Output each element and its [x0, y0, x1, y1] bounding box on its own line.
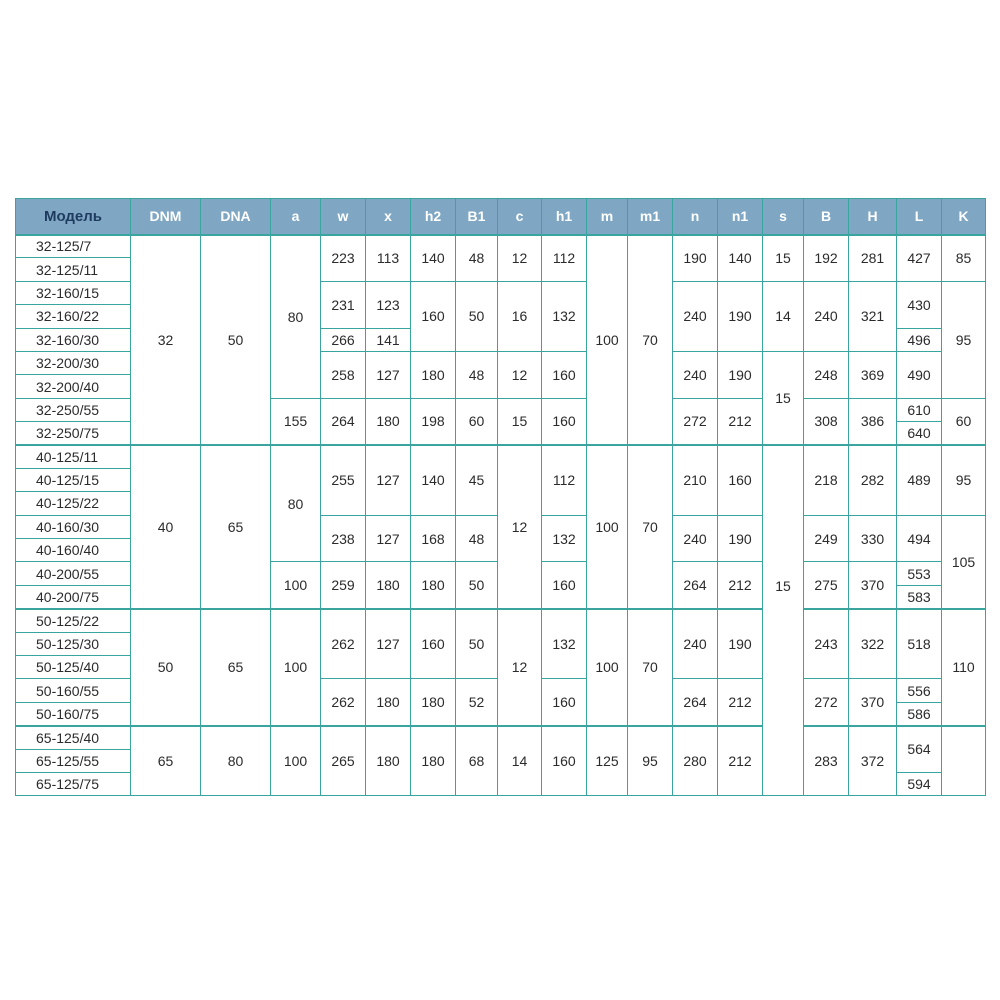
cell-L: 556 — [897, 679, 942, 702]
cell-c: 12 — [498, 235, 542, 282]
cell-L: 564 — [897, 726, 942, 773]
cell-w: 262 — [321, 609, 366, 679]
cell-x: 127 — [366, 515, 411, 562]
cell-n1: 160 — [718, 445, 763, 515]
cell-DNM: 40 — [131, 445, 201, 609]
table-row — [16, 609, 986, 632]
cell-H: 370 — [849, 562, 897, 609]
column-header-x: x — [366, 199, 411, 235]
cell-DNA: 80 — [201, 726, 271, 796]
model-cell: 32-160/30 — [16, 328, 131, 351]
cell-B1: 48 — [456, 351, 498, 398]
cell-n: 240 — [673, 515, 718, 562]
model-cell: 40-125/15 — [16, 468, 131, 491]
cell-H: 281 — [849, 235, 897, 282]
cell-w: 255 — [321, 445, 366, 515]
cell-x: 123 — [366, 281, 411, 328]
column-header-h2: h2 — [411, 199, 456, 235]
cell-B1: 50 — [456, 609, 498, 679]
cell-B1: 50 — [456, 562, 498, 609]
cell-c: 16 — [498, 281, 542, 351]
cell-H: 369 — [849, 351, 897, 398]
model-cell: 32-250/75 — [16, 422, 131, 445]
cell-H: 330 — [849, 515, 897, 562]
cell-B1: 68 — [456, 726, 498, 796]
model-cell: 32-200/40 — [16, 375, 131, 398]
cell-s: 15 — [763, 351, 804, 445]
model-cell: 50-160/75 — [16, 702, 131, 725]
cell-B: 283 — [804, 726, 849, 796]
model-cell: 32-250/55 — [16, 398, 131, 421]
cell-h2: 180 — [411, 351, 456, 398]
cell-a: 80 — [271, 445, 321, 562]
cell-L: 518 — [897, 609, 942, 679]
cell-DNA: 50 — [201, 235, 271, 446]
column-header-DNM: DNM — [131, 199, 201, 235]
cell-w: 262 — [321, 679, 366, 726]
cell-n: 210 — [673, 445, 718, 515]
column-header-a: a — [271, 199, 321, 235]
cell-B1: 48 — [456, 515, 498, 562]
cell-n: 240 — [673, 609, 718, 679]
cell-n: 240 — [673, 281, 718, 351]
cell-h2: 180 — [411, 562, 456, 609]
cell-x: 113 — [366, 235, 411, 282]
cell-h2: 140 — [411, 235, 456, 282]
cell-m: 100 — [587, 235, 628, 446]
column-header-K: K — [942, 199, 986, 235]
cell-n1: 212 — [718, 726, 763, 796]
cell-L: 430 — [897, 281, 942, 328]
cell-n: 240 — [673, 351, 718, 398]
cell-B: 243 — [804, 609, 849, 679]
cell-a: 80 — [271, 235, 321, 399]
cell-n1: 190 — [718, 515, 763, 562]
column-header-h1: h1 — [542, 199, 587, 235]
cell-L: 427 — [897, 235, 942, 282]
cell-s: 15 — [763, 235, 804, 282]
column-header-DNA: DNA — [201, 199, 271, 235]
cell-n1: 212 — [718, 679, 763, 726]
cell-DNA: 65 — [201, 445, 271, 609]
cell-h1: 132 — [542, 609, 587, 679]
cell-h2: 140 — [411, 445, 456, 515]
cell-L: 583 — [897, 585, 942, 608]
cell-H: 282 — [849, 445, 897, 515]
column-header-n1: n1 — [718, 199, 763, 235]
cell-a: 100 — [271, 609, 321, 726]
model-cell: 65-125/75 — [16, 772, 131, 795]
cell-c: 12 — [498, 351, 542, 398]
cell-DNM: 50 — [131, 609, 201, 726]
cell-L: 490 — [897, 351, 942, 398]
model-cell: 40-200/75 — [16, 585, 131, 608]
cell-x: 180 — [366, 562, 411, 609]
cell-B: 249 — [804, 515, 849, 562]
cell-L: 553 — [897, 562, 942, 585]
cell-H: 386 — [849, 398, 897, 445]
model-cell: 50-125/22 — [16, 609, 131, 632]
column-header-m1: m1 — [628, 199, 673, 235]
cell-w: 266 — [321, 328, 366, 351]
model-cell: 50-125/40 — [16, 656, 131, 679]
cell-n1: 140 — [718, 235, 763, 282]
model-cell: 32-160/22 — [16, 305, 131, 328]
cell-h2: 198 — [411, 398, 456, 445]
cell-h1: 112 — [542, 235, 587, 282]
model-cell: 40-200/55 — [16, 562, 131, 585]
cell-L: 489 — [897, 445, 942, 515]
column-header-model: Модель — [16, 199, 131, 235]
cell-n1: 190 — [718, 351, 763, 398]
cell-a: 100 — [271, 562, 321, 609]
cell-w: 264 — [321, 398, 366, 445]
cell-B: 192 — [804, 235, 849, 282]
cell-K — [942, 726, 986, 796]
column-header-L: L — [897, 199, 942, 235]
column-header-c: c — [498, 199, 542, 235]
cell-B: 248 — [804, 351, 849, 398]
cell-L: 640 — [897, 422, 942, 445]
cell-L: 494 — [897, 515, 942, 562]
cell-DNM: 65 — [131, 726, 201, 796]
cell-B: 308 — [804, 398, 849, 445]
cell-K: 105 — [942, 515, 986, 609]
column-header-n: n — [673, 199, 718, 235]
column-header-w: w — [321, 199, 366, 235]
model-cell: 32-125/7 — [16, 235, 131, 258]
cell-h1: 160 — [542, 726, 587, 796]
column-header-H: H — [849, 199, 897, 235]
cell-w: 259 — [321, 562, 366, 609]
table-row — [16, 726, 986, 749]
cell-B1: 52 — [456, 679, 498, 726]
cell-s — [763, 726, 804, 796]
model-cell: 50-125/30 — [16, 632, 131, 655]
cell-h1: 160 — [542, 562, 587, 609]
cell-x: 141 — [366, 328, 411, 351]
cell-B1: 48 — [456, 235, 498, 282]
cell-m: 100 — [587, 609, 628, 726]
column-header-B: B — [804, 199, 849, 235]
cell-c: 14 — [498, 726, 542, 796]
cell-s: 15 — [763, 445, 804, 726]
model-cell: 65-125/40 — [16, 726, 131, 749]
cell-h2: 180 — [411, 726, 456, 796]
cell-B: 272 — [804, 679, 849, 726]
cell-H: 370 — [849, 679, 897, 726]
cell-n: 272 — [673, 398, 718, 445]
cell-m: 100 — [587, 445, 628, 609]
cell-c: 12 — [498, 609, 542, 726]
cell-x: 127 — [366, 351, 411, 398]
model-cell: 40-160/30 — [16, 515, 131, 538]
cell-K: 60 — [942, 398, 986, 445]
cell-B1: 60 — [456, 398, 498, 445]
cell-L: 594 — [897, 772, 942, 795]
cell-w: 258 — [321, 351, 366, 398]
model-cell: 40-160/40 — [16, 539, 131, 562]
cell-h1: 112 — [542, 445, 587, 515]
cell-h2: 168 — [411, 515, 456, 562]
model-cell: 32-160/15 — [16, 281, 131, 304]
cell-n: 264 — [673, 679, 718, 726]
cell-w: 231 — [321, 281, 366, 328]
cell-m1: 95 — [628, 726, 673, 796]
cell-c: 15 — [498, 398, 542, 445]
cell-a: 100 — [271, 726, 321, 796]
cell-L: 496 — [897, 328, 942, 351]
cell-h2: 160 — [411, 609, 456, 679]
cell-m1: 70 — [628, 609, 673, 726]
cell-h2: 180 — [411, 679, 456, 726]
cell-K: 85 — [942, 235, 986, 282]
model-cell: 50-160/55 — [16, 679, 131, 702]
table-row — [16, 445, 986, 468]
model-cell: 40-125/22 — [16, 492, 131, 515]
cell-h1: 160 — [542, 679, 587, 726]
column-header-s: s — [763, 199, 804, 235]
cell-n1: 190 — [718, 281, 763, 351]
table-row — [16, 235, 986, 258]
cell-m1: 70 — [628, 445, 673, 609]
cell-x: 127 — [366, 445, 411, 515]
cell-B1: 50 — [456, 281, 498, 351]
cell-h1: 160 — [542, 398, 587, 445]
cell-n1: 212 — [718, 398, 763, 445]
column-header-m: m — [587, 199, 628, 235]
cell-m: 125 — [587, 726, 628, 796]
model-cell: 32-200/30 — [16, 351, 131, 374]
cell-H: 321 — [849, 281, 897, 351]
cell-a: 155 — [271, 398, 321, 445]
cell-h2: 160 — [411, 281, 456, 351]
cell-s: 14 — [763, 281, 804, 351]
cell-n1: 212 — [718, 562, 763, 609]
cell-H: 322 — [849, 609, 897, 679]
cell-n1: 190 — [718, 609, 763, 679]
cell-m1: 70 — [628, 235, 673, 446]
cell-x: 180 — [366, 679, 411, 726]
cell-L: 586 — [897, 702, 942, 725]
cell-w: 265 — [321, 726, 366, 796]
cell-n: 264 — [673, 562, 718, 609]
cell-n: 190 — [673, 235, 718, 282]
cell-B: 275 — [804, 562, 849, 609]
cell-B: 218 — [804, 445, 849, 515]
cell-h1: 160 — [542, 351, 587, 398]
cell-L: 610 — [897, 398, 942, 421]
dimensions-table — [15, 198, 986, 796]
model-cell: 65-125/55 — [16, 749, 131, 772]
column-header-B1: B1 — [456, 199, 498, 235]
cell-x: 180 — [366, 726, 411, 796]
model-cell: 40-125/11 — [16, 445, 131, 468]
cell-c: 12 — [498, 445, 542, 609]
cell-B: 240 — [804, 281, 849, 351]
model-cell: 32-125/11 — [16, 258, 131, 281]
cell-h1: 132 — [542, 515, 587, 562]
cell-x: 180 — [366, 398, 411, 445]
cell-h1: 132 — [542, 281, 587, 351]
cell-K: 95 — [942, 281, 986, 398]
cell-K: 95 — [942, 445, 986, 515]
cell-H: 372 — [849, 726, 897, 796]
cell-DNM: 32 — [131, 235, 201, 446]
cell-w: 223 — [321, 235, 366, 282]
cell-w: 238 — [321, 515, 366, 562]
cell-B1: 45 — [456, 445, 498, 515]
cell-n: 280 — [673, 726, 718, 796]
cell-DNA: 65 — [201, 609, 271, 726]
cell-x: 127 — [366, 609, 411, 679]
cell-K: 110 — [942, 609, 986, 726]
